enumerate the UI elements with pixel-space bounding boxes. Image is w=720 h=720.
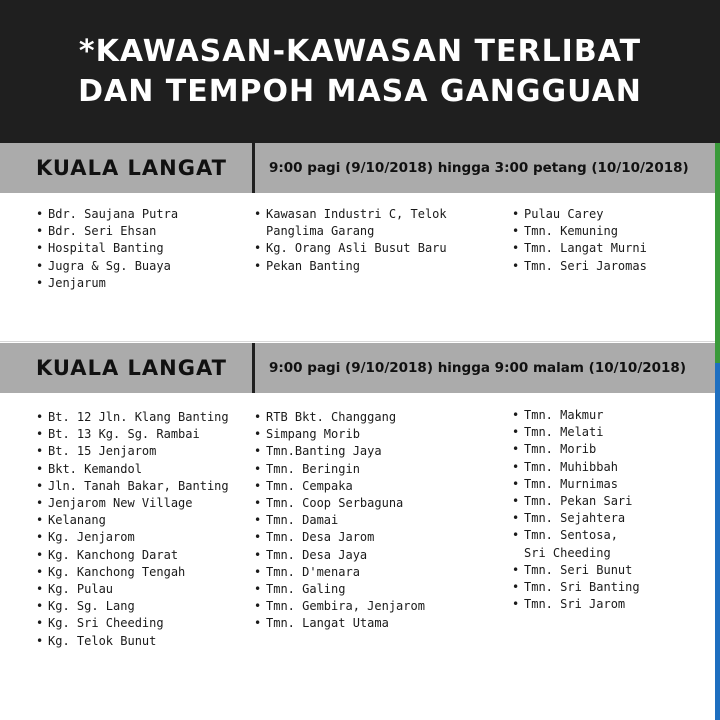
section-2-column-3 [512,407,640,613]
area-item: • Jenjarom New Village [36,495,229,512]
area-item: • Kg. Jenjarom [36,529,229,546]
section-1-column-2 [254,206,447,275]
area-item: • Tmn. Muhibbah [512,459,640,476]
accent-stripe-green [715,143,720,363]
area-item: • Tmn. Pekan Sari [512,493,640,510]
area-item: • Kg. Kanchong Tengah [36,564,229,581]
section-2-column-1 [36,409,229,650]
area-item: • Tmn. Makmur [512,407,640,424]
title-line-2: DAN TEMPOH MASA GANGGUAN [78,73,642,109]
area-item: • Bkt. Kemandol [36,461,229,478]
area-item: • RTB Bkt. Changgang [254,409,425,426]
section-2-header [0,343,720,393]
area-item: • Tmn. Sri Banting [512,579,640,596]
area-item: • Bdr. Saujana Putra [36,206,178,223]
area-item: • Tmn. Sentosa, Sri Cheeding [512,527,640,561]
area-item: • Bt. 15 Jenjarom [36,443,229,460]
area-item: • Tmn. Seri Bunut [512,562,640,579]
area-item: • Simpang Morib [254,426,425,443]
area-item: • Kelanang [36,512,229,529]
area-item: • Tmn. Sri Jarom [512,596,640,613]
area-item: • Tmn. Coop Serbaguna [254,495,425,512]
section-2-column-2 [254,409,425,633]
area-item: • Jugra & Sg. Buaya [36,258,178,275]
title-banner [0,0,720,143]
area-item: • Tmn. Damai [254,512,425,529]
section-1-period: 9:00 pagi (9/10/2018) hingga 3:00 petang (10/10/2018) [269,160,689,176]
section-separator [0,341,720,342]
area-item: • Kawasan Industri C, Telok Panglima Garang [254,206,447,240]
area-item: • Jln. Tanah Bakar, Banting [36,478,229,495]
area-item: • Pulau Carey [512,206,647,223]
title-line-1: *KAWASAN-KAWASAN TERLIBAT [78,33,642,69]
area-item: • Tmn.Banting Jaya [254,443,425,460]
section-2-period: 9:00 pagi (9/10/2018) hingga 9:00 malam (10/10/2018) [269,360,686,376]
section-1-region: KUALA LANGAT [36,156,227,180]
area-item: • Pekan Banting [254,258,447,275]
area-item: • Kg. Orang Asli Busut Baru [254,240,447,257]
section-1-column-1 [36,206,178,292]
area-item: • Tmn. Morib [512,441,640,458]
area-item: • Tmn. Desa Jarom [254,529,425,546]
area-item: • Tmn. Galing [254,581,425,598]
area-item: • Tmn. Gembira, Jenjarom [254,598,425,615]
area-item: • Tmn. Desa Jaya [254,547,425,564]
area-item: • Tmn. Sejahtera [512,510,640,527]
area-item: • Tmn. Kemuning [512,223,647,240]
area-item: • Kg. Telok Bunut [36,633,229,650]
area-item: • Hospital Banting [36,240,178,257]
area-item: • Tmn. Langat Murni [512,240,647,257]
area-item: • Bdr. Seri Ehsan [36,223,178,240]
area-item: • Tmn. Murnimas [512,476,640,493]
area-item: • Tmn. Melati [512,424,640,441]
area-item: • Tmn. Seri Jaromas [512,258,647,275]
area-item: • Tmn. Beringin [254,461,425,478]
area-item: • Kg. Kanchong Darat [36,547,229,564]
section-1-header [0,143,720,193]
area-item: • Tmn. Cempaka [254,478,425,495]
area-item: • Tmn. D'menara [254,564,425,581]
section-1-column-3 [512,206,647,275]
area-item: • Bt. 12 Jln. Klang Banting [36,409,229,426]
area-item: • Bt. 13 Kg. Sg. Rambai [36,426,229,443]
area-item: • Jenjarum [36,275,178,292]
area-item: • Kg. Pulau [36,581,229,598]
section-2-region: KUALA LANGAT [36,356,227,380]
area-item: • Tmn. Langat Utama [254,615,425,632]
area-item: • Kg. Sg. Lang [36,598,229,615]
area-item: • Kg. Sri Cheeding [36,615,229,632]
accent-stripe-blue [715,363,720,720]
